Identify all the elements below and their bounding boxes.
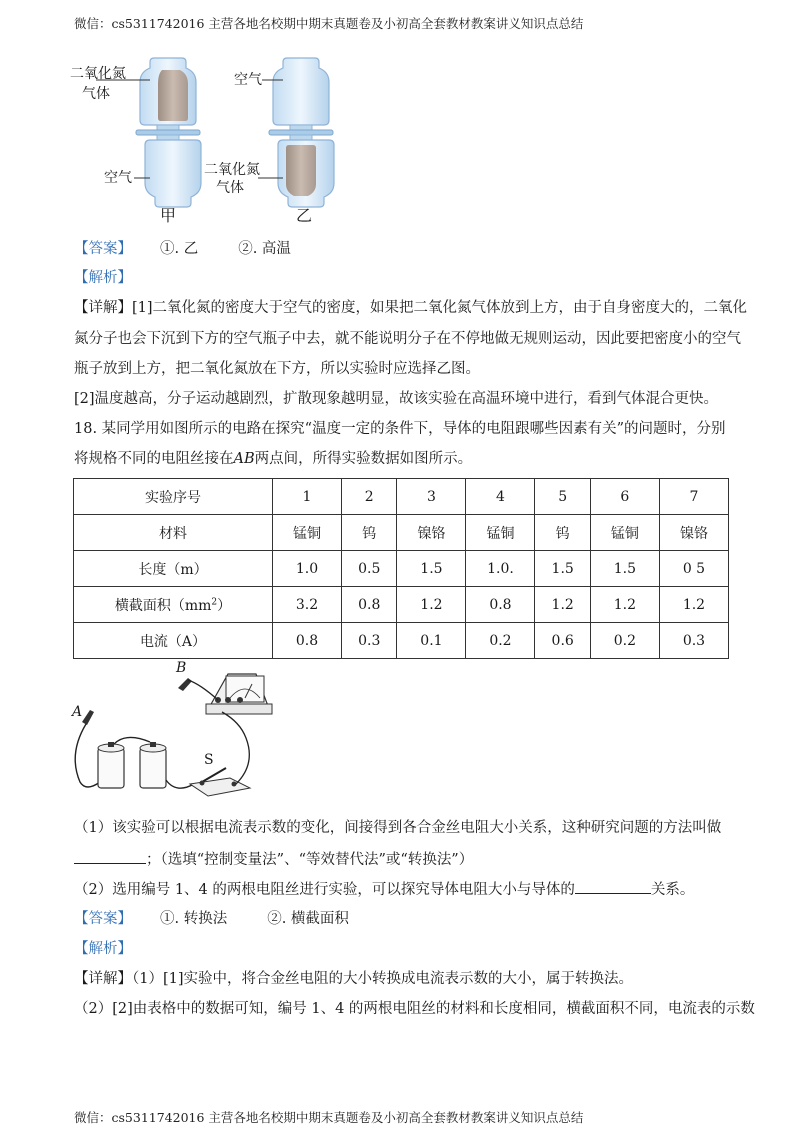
q18-detail-line-1 — [74, 969, 730, 989]
jia-glass-plate — [136, 130, 200, 135]
yi-caption: 乙 — [296, 206, 313, 225]
table-cell: 0.3 — [342, 623, 397, 659]
table-cell: 0 5 — [659, 551, 728, 587]
table-cell: 1.5 — [397, 551, 466, 587]
q18-sub1-a: （1）该实验可以根据电流表示数的变化，间接得到各合金丝电阻大小关系，这种研究问题的方法叫做 — [74, 820, 722, 836]
table-cell: 镍铬 — [659, 515, 728, 551]
yi-no2-label-2: 气体 — [216, 180, 244, 196]
battery-1 — [98, 742, 124, 788]
q18-blank-2 — [575, 879, 651, 894]
clip-a — [75, 710, 100, 787]
diffusion-figure — [0, 0, 800, 240]
table-cell: 1.2 — [535, 587, 590, 623]
table-cell: 锰铜 — [466, 515, 535, 551]
table-cell: 1.0 — [273, 551, 342, 587]
table-row — [74, 479, 729, 515]
table-cell: 1.0. — [466, 551, 535, 587]
table-cell: 0.8 — [466, 587, 535, 623]
q18-detail-2: （2）[2]由表格中的数据可知，编号 1、4 的两根电阻丝的材料和长度相同，横截面积不同，电流表的示数 — [74, 1001, 755, 1017]
table-row — [74, 551, 729, 587]
q18-stem-ab: AB — [233, 451, 255, 467]
row-label-cell — [74, 551, 273, 587]
table-cell: 1.5 — [590, 551, 659, 587]
table-cell: 钨 — [342, 515, 397, 551]
table-row — [74, 623, 729, 659]
jia-no2-label-1: 二氧化氮 — [70, 66, 126, 82]
table-cell: 0.2 — [590, 623, 659, 659]
jia-no2-label-2: 气体 — [82, 86, 110, 102]
table-cell: 1 — [273, 479, 342, 515]
table-cell: 锰铜 — [590, 515, 659, 551]
q17-detail-2: 氮分子也会下沉到下方的空气瓶子中去，就不能说明分子在不停地做无规则运动，因此要把密度小的空气 — [74, 331, 741, 347]
table-cell: 1.2 — [397, 587, 466, 623]
q18-sub2-line — [74, 879, 730, 900]
table-cell: 4 — [466, 479, 535, 515]
table-cell: 7 — [659, 479, 728, 515]
q18-analysis-tag: 【解析】 — [74, 941, 132, 957]
q17-detail-3: 瓶子放到上方，把二氧化氮放在下方，所以实验时应选择乙图。 — [74, 361, 480, 377]
q18-blank-1 — [74, 849, 146, 864]
row-label: 材料 — [159, 525, 187, 542]
row-label: 实验序号 — [145, 489, 201, 506]
table-cell: 3 — [397, 479, 466, 515]
circuit-figure — [0, 660, 330, 800]
experiment-data-table — [73, 478, 729, 659]
q18-answer-1: ①. 转换法 — [160, 911, 228, 927]
page-footer: 微信：cs5311742016 主营各地名校期中期末真题卷及小初高全套教材教案讲义知识点总结 — [74, 1110, 584, 1125]
jia-neck-top — [157, 125, 179, 130]
row-label: 电流（A） — [139, 633, 207, 650]
battery-2 — [140, 742, 166, 788]
page-header: 微信：cs5311742016 主营各地名校期中期末真题卷及小初高全套教材教案讲义知识点总结 — [74, 16, 584, 31]
table-cell: 0.6 — [535, 623, 590, 659]
q17-detail-line-1 — [74, 298, 748, 318]
table-cell: 1.2 — [659, 587, 728, 623]
circuit-label-s: S — [204, 752, 214, 768]
q18-stem-2a: 将规格不同的电阻丝接在 — [74, 451, 234, 467]
yi-no2-label-1: 二氧化氮 — [204, 162, 260, 178]
q18-stem-1: 18. 某同学用如图所示的电路在探究“温度一定的条件下，导体的电阻跟哪些因素有关”的问题时，分别 — [74, 421, 726, 437]
table-cell: 5 — [535, 479, 590, 515]
table-cell: 2 — [342, 479, 397, 515]
q18-answer-tag: 【答案】 — [74, 911, 132, 927]
table-row — [74, 515, 729, 551]
q17-analysis-tag: 【解析】 — [74, 270, 132, 286]
yi-top-bottle — [273, 58, 329, 125]
table-row — [74, 587, 729, 623]
bottle-set-yi — [258, 58, 334, 207]
clip-b — [178, 678, 218, 700]
table-cell: 6 — [590, 479, 659, 515]
jia-air-label: 空气 — [104, 170, 132, 186]
q18-sub1-line — [74, 849, 730, 870]
table-cell: 1.5 — [535, 551, 590, 587]
yi-glass-plate — [269, 130, 333, 135]
table-cell: 3.2 — [273, 587, 342, 623]
row-label-end: ） — [217, 597, 232, 614]
jia-neck-bottom — [157, 135, 179, 140]
jia-caption: 甲 — [160, 206, 177, 225]
q17-answer-tag: 【答案】 — [74, 241, 132, 257]
table-cell: 0.5 — [342, 551, 397, 587]
q18-stem-2c: 两点间，所得实验数据如图所示。 — [254, 451, 473, 467]
row-label: 长度（m） — [138, 561, 208, 578]
q18-answer-line — [74, 909, 730, 929]
q17-detail-1: [1]二氧化氮的密度大于空气的密度，如果把二氧化氮气体放到上方，由于自身密度大的，二氧化 — [132, 300, 748, 316]
q18-sub2-a: （2）选用编号 1、4 的两根电阻丝进行实验，可以探究导体电阻大小与导体的 — [74, 882, 575, 898]
q17-answer-line — [74, 239, 730, 259]
q17-detail-4: [2]温度越高，分子运动越剧烈，扩散现象越明显，故该实验在高温环境中进行，看到气体混合更快。 — [74, 391, 719, 407]
q18-detail-1: （1）[1]实验中，将合金丝电阻的大小转换成电流表示数的大小，属于转换法。 — [132, 971, 634, 987]
table-cell: 钨 — [535, 515, 590, 551]
table-cell: 0.2 — [466, 623, 535, 659]
q18-sub1-b: ；（选填“控制变量法”、“等效替代法”或“转换法”） — [146, 852, 474, 868]
q18-answer-2: ②. 横截面积 — [267, 911, 349, 927]
table-cell: 0.3 — [659, 623, 728, 659]
circuit-label-b: B — [176, 660, 187, 676]
table-cell: 1.2 — [590, 587, 659, 623]
switch-s — [190, 768, 250, 796]
q17-answer-1: ①. 乙 — [160, 241, 199, 257]
q17-answer-2: ②. 高温 — [238, 241, 291, 257]
circuit-label-a: A — [72, 704, 83, 720]
row-label-cell — [74, 587, 273, 623]
jia-bottom-bottle — [145, 140, 201, 207]
row-label-cell — [74, 515, 273, 551]
row-label: 横截面积（mm — [114, 597, 212, 614]
table-cell: 0.8 — [342, 587, 397, 623]
row-label-superscript: 2 — [211, 596, 218, 607]
table-cell: 镍铬 — [397, 515, 466, 551]
q18-stem-2 — [74, 449, 730, 469]
table-cell: 0.8 — [273, 623, 342, 659]
table-cell: 0.1 — [397, 623, 466, 659]
q18-detail-tag: 【详解】 — [74, 971, 132, 987]
q18-sub2-b: 关系。 — [650, 882, 695, 898]
yi-neck-top — [290, 125, 312, 130]
yi-air-label: 空气 — [234, 72, 262, 88]
ammeter — [206, 674, 272, 714]
row-label-cell — [74, 623, 273, 659]
row-label-cell — [74, 479, 273, 515]
table-cell: 锰铜 — [273, 515, 342, 551]
q17-detail-tag: 【详解】 — [74, 300, 132, 316]
yi-neck-bottom — [290, 135, 312, 140]
